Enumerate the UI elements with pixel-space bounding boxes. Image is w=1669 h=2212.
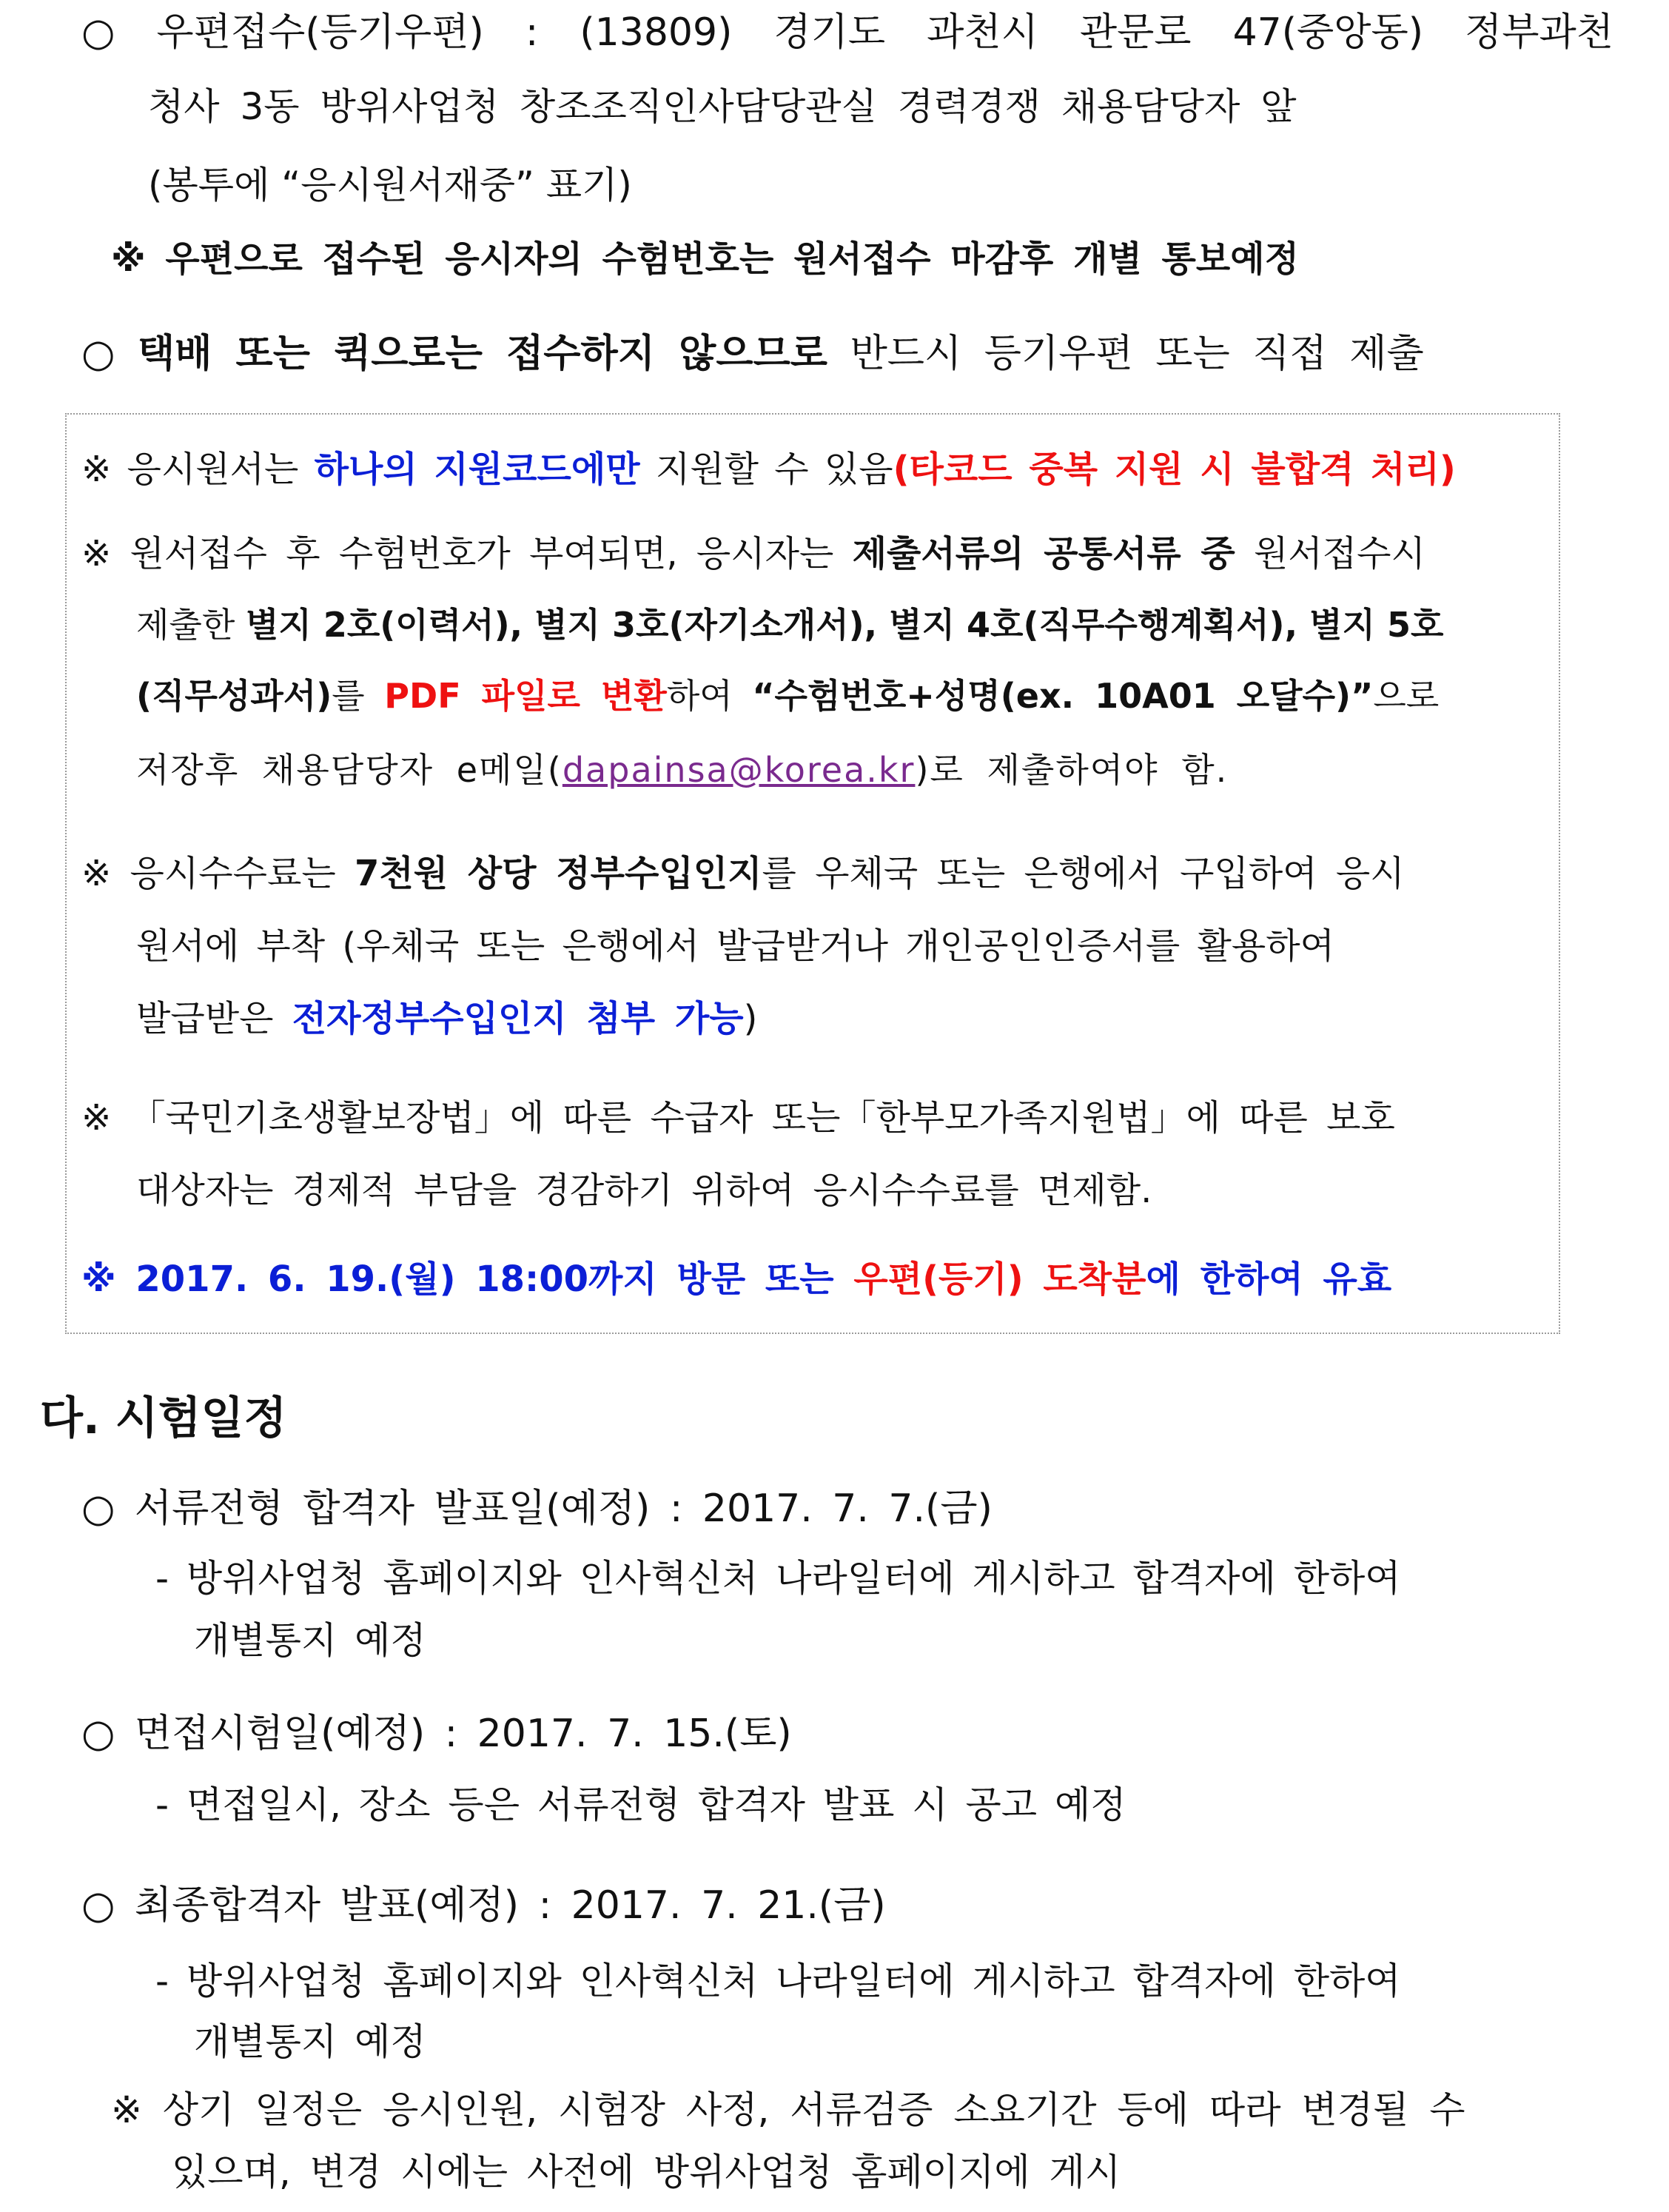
schedule-item-2: ○ 면접시험일(예정) : 2017. 7. 15.(토) bbox=[81, 1712, 792, 1756]
schedule-item-3-detail: - 방위사업청 홈페이지와 인사혁신처 나라일터에 게시하고 합격자에 한하여 bbox=[155, 1960, 1401, 2002]
note-exemption-line2: 대상자는 경제적 부담을 경감하기 위하여 응시수수료를 면제함. bbox=[136, 1170, 1152, 1211]
note-exemption-line1: ※ 「국민기초생활보장법」에 따른 수급자 또는「한부모가족지원법」에 따른 보호 bbox=[81, 1097, 1395, 1139]
note-deadline: ※ 2017. 6. 19.(월) 18:00까지 방문 또는 우편(등기) 도착분에 한하여 유효 bbox=[81, 1259, 1392, 1300]
schedule-item-1-detail: - 방위사업청 홈페이지와 인사혁신처 나라일터에 게시하고 합격자에 한하여 bbox=[155, 1557, 1401, 1600]
note-fee-line3: 발급받은 전자정부수입인지 첨부 가능) bbox=[136, 998, 758, 1039]
circle-bullet: ○ bbox=[81, 10, 115, 55]
mail-address-line2: 청사 3동 방위사업청 창조조직인사담당관실 경력경쟁 채용담당자 앞 bbox=[148, 85, 1297, 128]
mail-envelope-note: (봉투에 “응시원서재중” 표기) bbox=[148, 164, 632, 207]
schedule-footnote-line1: ※ 상기 일정은 응시인원, 시험장 사정, 서류검증 소요기간 등에 따라 변경될 수 bbox=[111, 2088, 1465, 2131]
schedule-item-3-detail-cont: 개별통지 예정 bbox=[194, 2020, 426, 2063]
note-single-code: ※ 응시원서는 하나의 지원코드에만 지원할 수 있음(타코드 중복 지원 시 불합격 처리) bbox=[81, 449, 1456, 490]
mail-address-line1: ○ 우편접수(등기우편) : (13809) 경기도 과천시 관문로 47(중앙동) 정부과천 bbox=[81, 10, 1613, 55]
note-pdf-line4: 저장후 채용담당자 e메일(dapainsa@korea.kr)로 제출하여야 함. bbox=[136, 750, 1229, 790]
courier-notice: ○ 택배 또는 퀵으로는 접수하지 않으므로 반드시 등기우편 또는 직접 제출 bbox=[81, 332, 1424, 376]
email-link[interactable]: dapainsa@korea.kr bbox=[562, 750, 916, 790]
note-fee-line1: ※ 응시수수료는 7천원 상당 정부수입인지를 우체국 또는 은행에서 구입하여 응시 bbox=[81, 853, 1405, 894]
schedule-footnote-line2: 있으며, 변경 시에는 사전에 방위사업청 홈페이지에 게시 bbox=[172, 2151, 1121, 2193]
schedule-item-3: ○ 최종합격자 발표(예정) : 2017. 7. 21.(금) bbox=[81, 1883, 886, 1928]
mail-notice: ※ 우편으로 접수된 응시자의 수험번호는 원서접수 마감후 개별 통보예정 bbox=[111, 238, 1300, 280]
note-pdf-line1: ※ 원서접수 후 수험번호가 부여되면, 응시자는 제출서류의 공통서류 중 원서접수시 bbox=[81, 533, 1425, 574]
schedule-item-1: ○ 서류전형 합격자 발표일(예정) : 2017. 7. 7.(금) bbox=[81, 1487, 993, 1531]
note-fee-line2: 원서에 부착 (우체국 또는 은행에서 발급받거나 개인공인인증서를 활용하여 bbox=[136, 925, 1334, 967]
schedule-item-1-detail-cont: 개별통지 예정 bbox=[194, 1619, 426, 1662]
note-pdf-line3: (직무성과서)를 PDF 파일로 변환하여 “수험번호+성명(ex. 10A01 오달수)”으로 bbox=[136, 676, 1440, 716]
circle-bullet: ○ bbox=[81, 332, 115, 376]
schedule-item-2-detail: - 면접일시, 장소 등은 서류전형 합격자 발표 시 공고 예정 bbox=[155, 1783, 1126, 1826]
section-title: 다. 시험일정 bbox=[40, 1392, 287, 1444]
note-pdf-line2: 제출한 별지 2호(이력서), 별지 3호(자기소개서), 별지 4호(직무수행계획서), 별지 5호 bbox=[136, 605, 1444, 645]
